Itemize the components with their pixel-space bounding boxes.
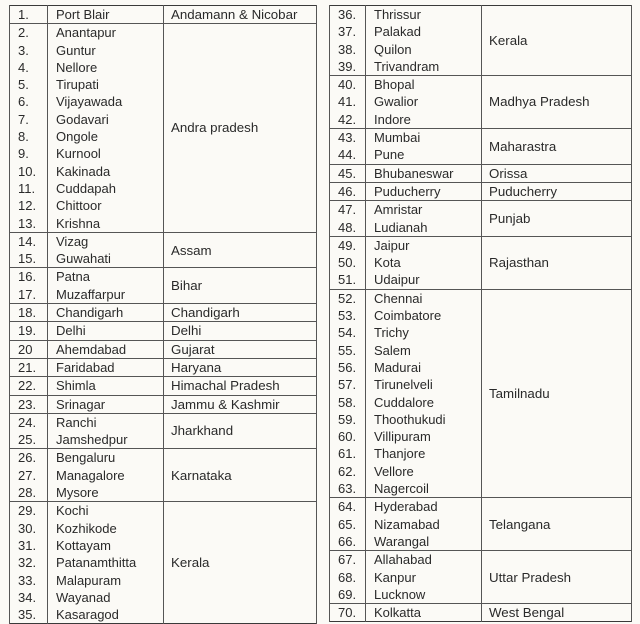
city-name: Hyderabad [366, 498, 482, 516]
city-name: Kochi [48, 502, 164, 520]
row-number: 45. [330, 164, 366, 182]
row-number: 29. [10, 502, 48, 520]
city-name: Kasaragod [48, 606, 164, 624]
row-number: 63. [330, 480, 366, 498]
city-name: Kottayam [48, 537, 164, 554]
row-number: 67. [330, 551, 366, 569]
city-name: Coimbatore [366, 307, 482, 324]
row-number: 65. [330, 516, 366, 533]
row-number: 48. [330, 219, 366, 237]
left-city-table [9, 5, 317, 624]
city-name: Malapuram [48, 572, 164, 589]
table-row [10, 377, 317, 395]
city-name: Vijayawada [48, 93, 164, 110]
state-name: Uttar Pradesh [482, 551, 632, 604]
city-name: Palakad [366, 23, 482, 40]
city-name: Kakinada [48, 163, 164, 180]
city-name: Thanjore [366, 445, 482, 462]
city-name: Nizamabad [366, 516, 482, 533]
city-name: Warangal [366, 533, 482, 551]
city-name: Bhubaneswar [366, 164, 482, 182]
city-name: Tirupati [48, 76, 164, 93]
state-name: Chandigarh [164, 304, 317, 322]
city-name: Nagercoil [366, 480, 482, 498]
row-number: 64. [330, 498, 366, 516]
row-number: 25. [10, 431, 48, 449]
table-row [330, 6, 632, 24]
row-number: 55. [330, 342, 366, 359]
city-name: Mysore [48, 484, 164, 502]
city-name: Allahabad [366, 551, 482, 569]
table-row [330, 182, 632, 200]
table-row [10, 268, 317, 286]
row-number: 28. [10, 484, 48, 502]
table-row [330, 498, 632, 516]
row-number: 66. [330, 533, 366, 551]
row-number: 20 [10, 340, 48, 358]
row-number: 7. [10, 111, 48, 128]
row-number: 39. [330, 58, 366, 76]
row-number: 23. [10, 395, 48, 413]
row-number: 42. [330, 111, 366, 129]
city-name: Pune [366, 146, 482, 164]
row-number: 41. [330, 93, 366, 110]
city-name: Salem [366, 342, 482, 359]
table-row [10, 232, 317, 250]
state-name: Kerala [482, 6, 632, 76]
row-number: 35. [10, 606, 48, 624]
right-table-body [330, 6, 632, 622]
city-name: Villipuram [366, 428, 482, 445]
table-row [330, 201, 632, 219]
state-name: Kerala [164, 502, 317, 624]
city-name: Wayanad [48, 589, 164, 606]
city-name: Puducherry [366, 182, 482, 200]
table-row [10, 304, 317, 322]
state-name: Maharastra [482, 129, 632, 165]
state-name: Andamann & Nicobar [164, 6, 317, 24]
row-number: 24. [10, 413, 48, 431]
table-row [10, 24, 317, 42]
city-name: Trichy [366, 324, 482, 341]
row-number: 22. [10, 377, 48, 395]
city-name: Faridabad [48, 358, 164, 376]
city-name: Cuddapah [48, 180, 164, 197]
city-name: Delhi [48, 322, 164, 340]
city-name: Anantapur [48, 24, 164, 42]
city-name: Ahemdabad [48, 340, 164, 358]
city-name: Kanpur [366, 569, 482, 586]
row-number: 37. [330, 23, 366, 40]
table-row [10, 395, 317, 413]
row-number: 32. [10, 554, 48, 571]
row-number: 12. [10, 197, 48, 214]
table-row [10, 358, 317, 376]
row-number: 5. [10, 76, 48, 93]
row-number: 60. [330, 428, 366, 445]
city-name: Lucknow [366, 586, 482, 604]
table-row [10, 449, 317, 467]
city-name: Managalore [48, 467, 164, 484]
state-name: Jammu & Kashmir [164, 395, 317, 413]
row-number: 57. [330, 376, 366, 393]
right-city-table [329, 5, 632, 622]
state-name: Andra pradesh [164, 24, 317, 233]
row-number: 46. [330, 182, 366, 200]
table-row [330, 551, 632, 569]
city-name: Vizag [48, 232, 164, 250]
city-name: Port Blair [48, 6, 164, 24]
row-number: 8. [10, 128, 48, 145]
city-name: Guwahati [48, 250, 164, 268]
city-name: Shimla [48, 377, 164, 395]
state-name: Punjab [482, 201, 632, 237]
row-number: 17. [10, 286, 48, 304]
left-table-body [10, 6, 317, 624]
table-row [10, 413, 317, 431]
row-number: 14. [10, 232, 48, 250]
state-name: Haryana [164, 358, 317, 376]
row-number: 43. [330, 129, 366, 147]
row-number: 33. [10, 572, 48, 589]
row-number: 50. [330, 254, 366, 271]
city-name: Udaipur [366, 271, 482, 289]
row-number: 52. [330, 289, 366, 307]
row-number: 36. [330, 6, 366, 24]
city-name: Kozhikode [48, 520, 164, 537]
state-name: West Bengal [482, 604, 632, 622]
state-name: Telangana [482, 498, 632, 551]
city-name: Chandigarh [48, 304, 164, 322]
row-number: 68. [330, 569, 366, 586]
row-number: 51. [330, 271, 366, 289]
city-name: Krishna [48, 215, 164, 233]
table-row [10, 322, 317, 340]
table-row [330, 129, 632, 147]
city-name: Ongole [48, 128, 164, 145]
row-number: 56. [330, 359, 366, 376]
row-number: 70. [330, 604, 366, 622]
city-name: Cuddalore [366, 394, 482, 411]
row-number: 47. [330, 201, 366, 219]
city-name: Muzaffarpur [48, 286, 164, 304]
row-number: 11. [10, 180, 48, 197]
row-number: 40. [330, 76, 366, 94]
row-number: 62. [330, 463, 366, 480]
city-name: Ranchi [48, 413, 164, 431]
state-name: Delhi [164, 322, 317, 340]
row-number: 1. [10, 6, 48, 24]
city-name: Kolkatta [366, 604, 482, 622]
row-number: 26. [10, 449, 48, 467]
row-number: 49. [330, 236, 366, 254]
row-number: 44. [330, 146, 366, 164]
city-name: Ludianah [366, 219, 482, 237]
row-number: 59. [330, 411, 366, 428]
row-number: 54. [330, 324, 366, 341]
city-name: Bhopal [366, 76, 482, 94]
state-name: Madhya Pradesh [482, 76, 632, 129]
table-row [330, 289, 632, 307]
row-number: 10. [10, 163, 48, 180]
row-number: 38. [330, 41, 366, 58]
city-name: Vellore [366, 463, 482, 480]
row-number: 2. [10, 24, 48, 42]
city-name: Mumbai [366, 129, 482, 147]
table-row [330, 76, 632, 94]
city-name: Chennai [366, 289, 482, 307]
city-name: Patna [48, 268, 164, 286]
state-name: Assam [164, 232, 317, 268]
table-row [10, 502, 317, 520]
row-number: 13. [10, 215, 48, 233]
city-name: Tirunelveli [366, 376, 482, 393]
row-number: 21. [10, 358, 48, 376]
state-name: Bihar [164, 268, 317, 304]
row-number: 27. [10, 467, 48, 484]
city-name: Srinagar [48, 395, 164, 413]
city-name: Gwalior [366, 93, 482, 110]
state-name: Tamilnadu [482, 289, 632, 498]
city-name: Chittoor [48, 197, 164, 214]
row-number: 58. [330, 394, 366, 411]
row-number: 18. [10, 304, 48, 322]
row-number: 69. [330, 586, 366, 604]
table-row [330, 604, 632, 622]
row-number: 30. [10, 520, 48, 537]
city-name: Godavari [48, 111, 164, 128]
city-name: Kota [366, 254, 482, 271]
city-name: Jamshedpur [48, 431, 164, 449]
row-number: 34. [10, 589, 48, 606]
city-name: Bengaluru [48, 449, 164, 467]
city-name: Trivandram [366, 58, 482, 76]
state-name: Karnataka [164, 449, 317, 502]
row-number: 31. [10, 537, 48, 554]
table-row [330, 236, 632, 254]
city-name: Guntur [48, 42, 164, 59]
row-number: 6. [10, 93, 48, 110]
table-row [10, 340, 317, 358]
city-name: Thoothukudi [366, 411, 482, 428]
row-number: 16. [10, 268, 48, 286]
row-number: 19. [10, 322, 48, 340]
table-row [10, 6, 317, 24]
row-number: 9. [10, 145, 48, 162]
row-number: 61. [330, 445, 366, 462]
city-name: Patanamthitta [48, 554, 164, 571]
city-name: Amristar [366, 201, 482, 219]
row-number: 53. [330, 307, 366, 324]
state-name: Puducherry [482, 182, 632, 200]
table-row [330, 164, 632, 182]
city-name: Nellore [48, 59, 164, 76]
city-name: Indore [366, 111, 482, 129]
city-name: Kurnool [48, 145, 164, 162]
state-name: Gujarat [164, 340, 317, 358]
state-name: Orissa [482, 164, 632, 182]
city-name: Madurai [366, 359, 482, 376]
row-number: 3. [10, 42, 48, 59]
state-name: Jharkhand [164, 413, 317, 449]
city-name: Jaipur [366, 236, 482, 254]
city-name: Thrissur [366, 6, 482, 24]
row-number: 15. [10, 250, 48, 268]
state-name: Himachal Pradesh [164, 377, 317, 395]
city-name: Quilon [366, 41, 482, 58]
state-name: Rajasthan [482, 236, 632, 289]
row-number: 4. [10, 59, 48, 76]
